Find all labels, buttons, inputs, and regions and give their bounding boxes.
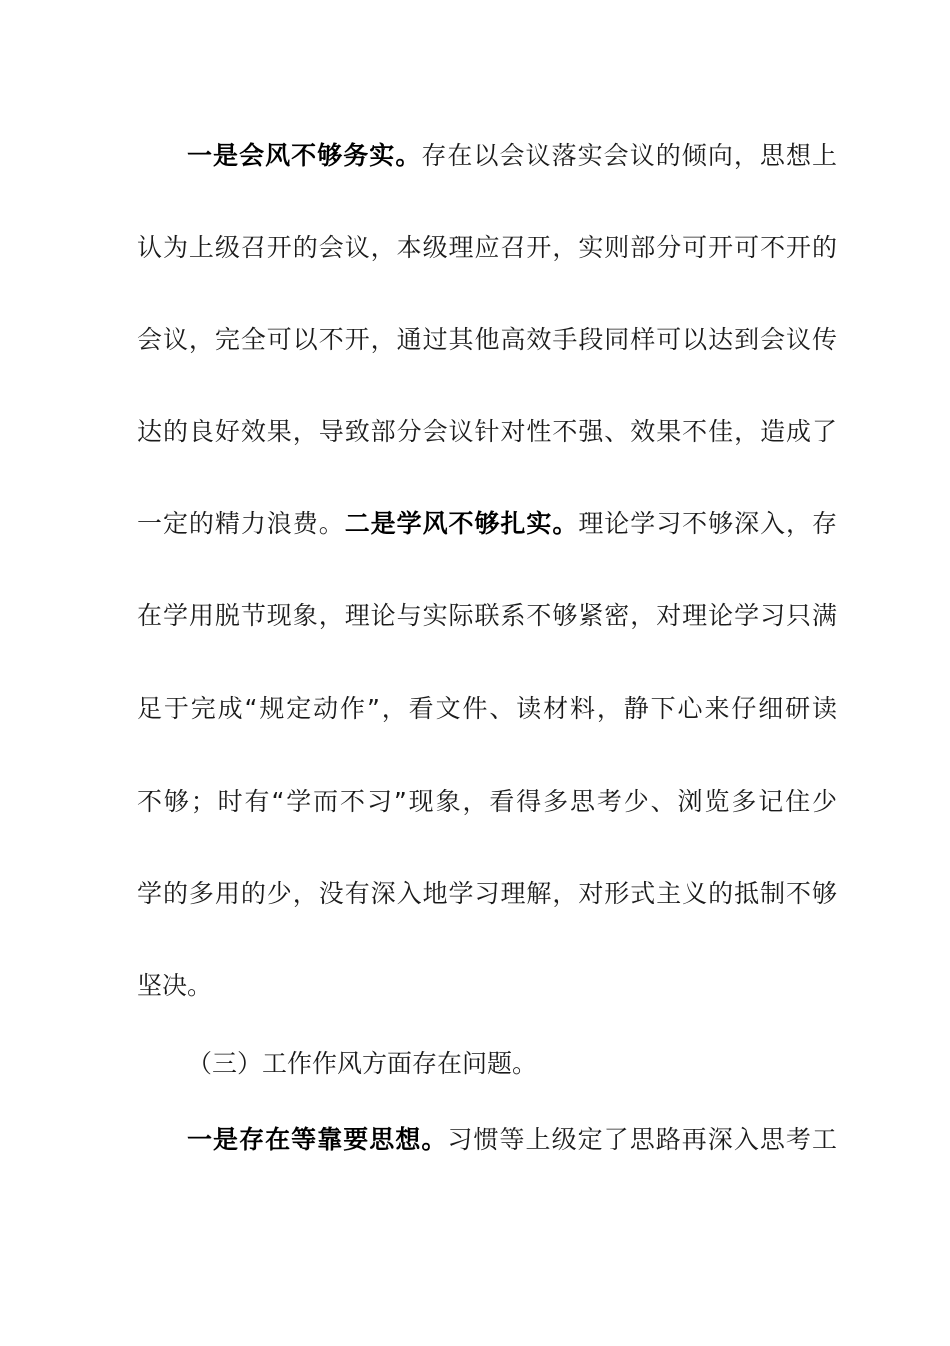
body-text: 一定的精力浪费。 bbox=[137, 509, 345, 538]
body-text: 坚决。 bbox=[137, 971, 213, 1000]
body-text: 会议，完全可以不开，通过其他高效手段同样可以达到会议传 bbox=[137, 325, 837, 354]
paragraph-line-2 bbox=[137, 226, 837, 270]
paragraph-line-7 bbox=[137, 687, 837, 731]
section-heading-text: （三）工作作风方面存在问题。 bbox=[187, 1049, 538, 1078]
paragraph-line-3 bbox=[137, 318, 837, 362]
body-text: 学的多用的少，没有深入地学习理解，对形式主义的抵制不够 bbox=[137, 879, 837, 908]
body-text: 习惯等上级定了思路再深入思考工 bbox=[447, 1125, 837, 1154]
body-text: 存在以会议落实会议的倾向，思想上 bbox=[421, 141, 837, 170]
section-heading bbox=[187, 1042, 837, 1086]
paragraph-line-9 bbox=[137, 872, 837, 916]
body-text: 足于完成“规定动作”，看文件、读材料，静下心来仔细研读 bbox=[137, 694, 837, 723]
bold-heading: 二是学风不够扎实。 bbox=[344, 509, 579, 538]
body-text: 不够；时有“学而不习”现象，看得多思考少、浏览多记住少 bbox=[137, 787, 837, 816]
bold-heading: 一是会风不够务实。 bbox=[187, 141, 422, 170]
body-text: 达的良好效果，导致部分会议针对性不强、效果不佳，造成了 bbox=[137, 417, 837, 446]
paragraph-line-1 bbox=[187, 134, 837, 178]
body-text: 在学用脱节现象，理论与实际联系不够紧密，对理论学习只满 bbox=[137, 601, 837, 630]
paragraph-line-10 bbox=[137, 964, 837, 1008]
paragraph-line-5 bbox=[137, 502, 837, 546]
paragraph-line-8 bbox=[137, 780, 837, 824]
body-text: 理论学习不够深入，存 bbox=[578, 509, 837, 538]
paragraph-line-12 bbox=[187, 1118, 837, 1162]
paragraph-line-6 bbox=[137, 594, 837, 638]
bold-heading: 一是存在等靠要思想。 bbox=[187, 1125, 448, 1154]
body-text: 认为上级召开的会议，本级理应召开，实则部分可开可不开的 bbox=[137, 233, 837, 262]
paragraph-line-4 bbox=[137, 410, 837, 454]
